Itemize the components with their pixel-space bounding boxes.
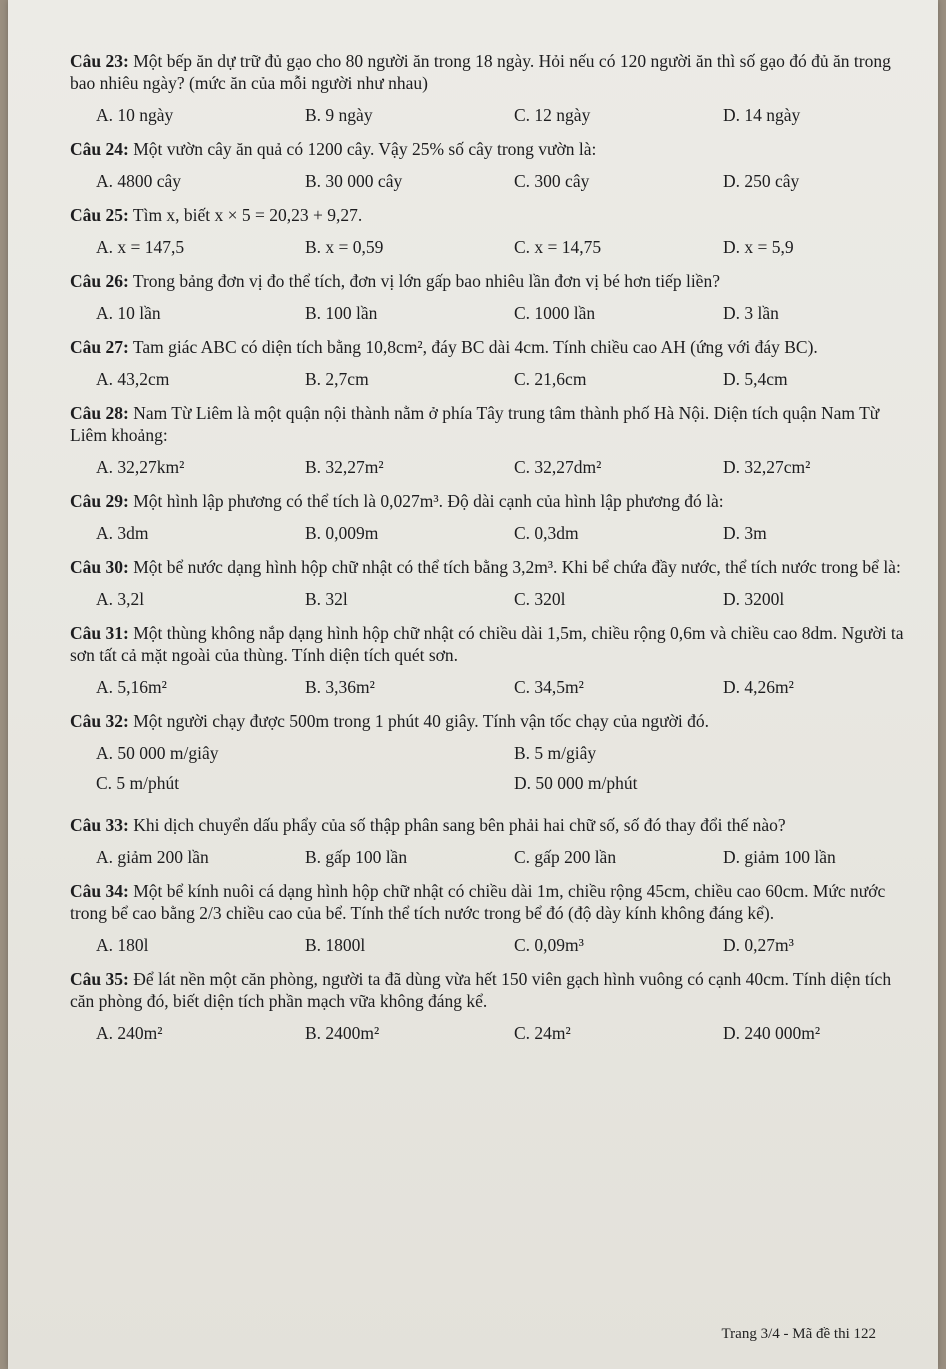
option-c: C. gấp 200 lần [514, 847, 617, 867]
option-c: C. 0,09m³ [514, 935, 584, 955]
question-text: Tìm x, biết x × 5 = 20,23 + 9,27. [132, 205, 363, 225]
option-d: D. 240 000m² [723, 1023, 821, 1043]
option-d: D. 250 cây [723, 171, 800, 191]
question-text: Trong bảng đơn vị đo thể tích, đơn vị lớn gấp bao nhiêu lần đơn vị bé hơn tiếp liền? [132, 271, 720, 291]
option-b: B. 32,27m² [305, 457, 384, 477]
option-a: A. 240m² [96, 1023, 163, 1043]
option-c: C. 24m² [514, 1023, 571, 1043]
option-a: A. 50 000 m/giây [96, 743, 219, 763]
question-26 [70, 270, 906, 324]
question-text: Một bếp ăn dự trữ đủ gạo cho 80 người ăn trong 18 ngày. Hỏi nếu có 120 người ăn thì số gạo đó đủ ăn trong bao nhiêu ngày? (mức ăn của mỗi người như nhau) [70, 51, 891, 93]
option-c: C. 320l [514, 589, 566, 609]
option-a: A. 180l [96, 935, 149, 955]
option-c: C. 32,27dm² [514, 457, 602, 477]
options [70, 170, 906, 192]
question-text: Khi dịch chuyển dấu phẩy của số thập phân sang bên phải hai chữ số, số đó thay đổi thế nào? [133, 815, 786, 835]
option-d: D. 14 ngày [723, 105, 801, 125]
option-a: A. 43,2cm [96, 369, 170, 389]
exam-page [8, 0, 938, 1369]
option-a: A. 4800 cây [96, 171, 182, 191]
option-a: A. 10 ngày [96, 105, 174, 125]
page-footer: Trang 3/4 - Mã đề thi 122 [721, 1326, 876, 1342]
question-28 [70, 402, 906, 478]
option-a: A. 5,16m² [96, 677, 167, 697]
options [70, 302, 906, 324]
options [70, 934, 906, 956]
option-c: C. 34,5m² [514, 677, 584, 697]
question-text: Một bể nước dạng hình hộp chữ nhật có thể tích bằng 3,2m³. Khi bể chứa đầy nước, thể tích nước trong bể là: [133, 557, 901, 577]
question-label: Câu 26: [70, 271, 129, 291]
option-b: B. x = 0,59 [305, 237, 384, 257]
question-32 [70, 710, 906, 802]
question-text: Nam Từ Liêm là một quận nội thành nằm ở phía Tây trung tâm thành phố Hà Nội. Diện tích quận Nam Từ Liêm khoảng: [70, 403, 880, 445]
question-text: Để lát nền một căn phòng, người ta đã dùng vừa hết 150 viên gạch hình vuông có cạnh 40cm. Tính diện tích căn phòng đó, biết diện tích phần mạch vữa không đáng kể. [70, 969, 892, 1011]
options [70, 456, 906, 478]
option-b: B. 32l [305, 589, 348, 609]
option-b: B. 0,009m [305, 523, 379, 543]
options [70, 104, 906, 126]
question-label: Câu 34: [70, 881, 129, 901]
option-c: C. 5 m/phút [96, 773, 180, 793]
question-label: Câu 28: [70, 403, 129, 423]
question-30 [70, 556, 906, 610]
option-a: A. 3dm [96, 523, 149, 543]
option-c: C. 12 ngày [514, 105, 591, 125]
option-b: B. 30 000 cây [305, 171, 403, 191]
option-b: B. 100 lần [305, 303, 378, 323]
question-list [70, 50, 906, 1056]
question-text: Tam giác ABC có diện tích bằng 10,8cm², đáy BC dài 4cm. Tính chiều cao AH (ứng với đáy BC). [132, 337, 818, 357]
options [70, 522, 906, 544]
question-text: Một vườn cây ăn quả có 1200 cây. Vậy 25% số cây trong vườn là: [133, 139, 597, 159]
option-b: B. 1800l [305, 935, 366, 955]
question-label: Câu 27: [70, 337, 129, 357]
option-c: C. 300 cây [514, 171, 590, 191]
option-a: A. 10 lần [96, 303, 161, 323]
option-d: D. x = 5,9 [723, 237, 794, 257]
options [70, 368, 906, 390]
question-31 [70, 622, 906, 698]
options [70, 236, 906, 258]
option-b: B. 3,36m² [305, 677, 375, 697]
question-label: Câu 32: [70, 711, 129, 731]
option-c: C. 21,6cm [514, 369, 587, 389]
options [70, 588, 906, 610]
question-29 [70, 490, 906, 544]
question-text: Một hình lập phương có thể tích là 0,027m³. Độ dài cạnh của hình lập phương đó là: [133, 491, 724, 511]
question-25 [70, 204, 906, 258]
option-c: C. 1000 lần [514, 303, 596, 323]
question-label: Câu 23: [70, 51, 129, 71]
question-24 [70, 138, 906, 192]
question-33 [70, 814, 906, 868]
option-d: D. 3m [723, 523, 767, 543]
option-b: B. 2400m² [305, 1023, 380, 1043]
option-a: A. 32,27km² [96, 457, 185, 477]
question-label: Câu 31: [70, 623, 129, 643]
option-d: D. 4,26m² [723, 677, 794, 697]
question-label: Câu 35: [70, 969, 129, 989]
option-d: D. 32,27cm² [723, 457, 811, 477]
option-d: D. giảm 100 lần [723, 847, 836, 867]
option-a: A. x = 147,5 [96, 237, 185, 257]
option-a: A. giảm 200 lần [96, 847, 209, 867]
question-label: Câu 30: [70, 557, 129, 577]
option-b: B. 2,7cm [305, 369, 369, 389]
option-a: A. 3,2l [96, 589, 145, 609]
options [70, 1022, 906, 1044]
question-label: Câu 24: [70, 139, 129, 159]
question-35 [70, 968, 906, 1044]
question-text: Một thùng không nắp dạng hình hộp chữ nhật có chiều dài 1,5m, chiều rộng 0,6m và chiều cao 8dm. Người ta sơn tất cả mặt ngoài của thùng. Tính diện tích quét sơn. [70, 623, 904, 665]
question-label: Câu 29: [70, 491, 129, 511]
option-c: C. 0,3dm [514, 523, 579, 543]
option-b: B. 9 ngày [305, 105, 373, 125]
question-label: Câu 33: [70, 815, 129, 835]
option-d: D. 3 lần [723, 303, 779, 323]
option-d: D. 50 000 m/phút [514, 773, 638, 793]
option-b: B. gấp 100 lần [305, 847, 408, 867]
option-b: B. 5 m/giây [514, 743, 597, 763]
options [70, 676, 906, 698]
options [70, 742, 906, 802]
option-c: C. x = 14,75 [514, 237, 602, 257]
question-27 [70, 336, 906, 390]
option-d: D. 5,4cm [723, 369, 788, 389]
question-23 [70, 50, 906, 126]
question-34 [70, 880, 906, 956]
options [70, 846, 906, 868]
option-d: D. 3200l [723, 589, 785, 609]
question-label: Câu 25: [70, 205, 129, 225]
question-text: Một người chạy được 500m trong 1 phút 40 giây. Tính vận tốc chạy của người đó. [133, 711, 709, 731]
question-text: Một bể kính nuôi cá dạng hình hộp chữ nhật có chiều dài 1m, chiều rộng 45cm, chiều cao 60cm. Mức nước trong bể cao bằng 2/3 chiều cao của bể. Tính thể tích nước trong bể đó (độ dày kính không đáng kể). [70, 881, 886, 923]
option-d: D. 0,27m³ [723, 935, 794, 955]
